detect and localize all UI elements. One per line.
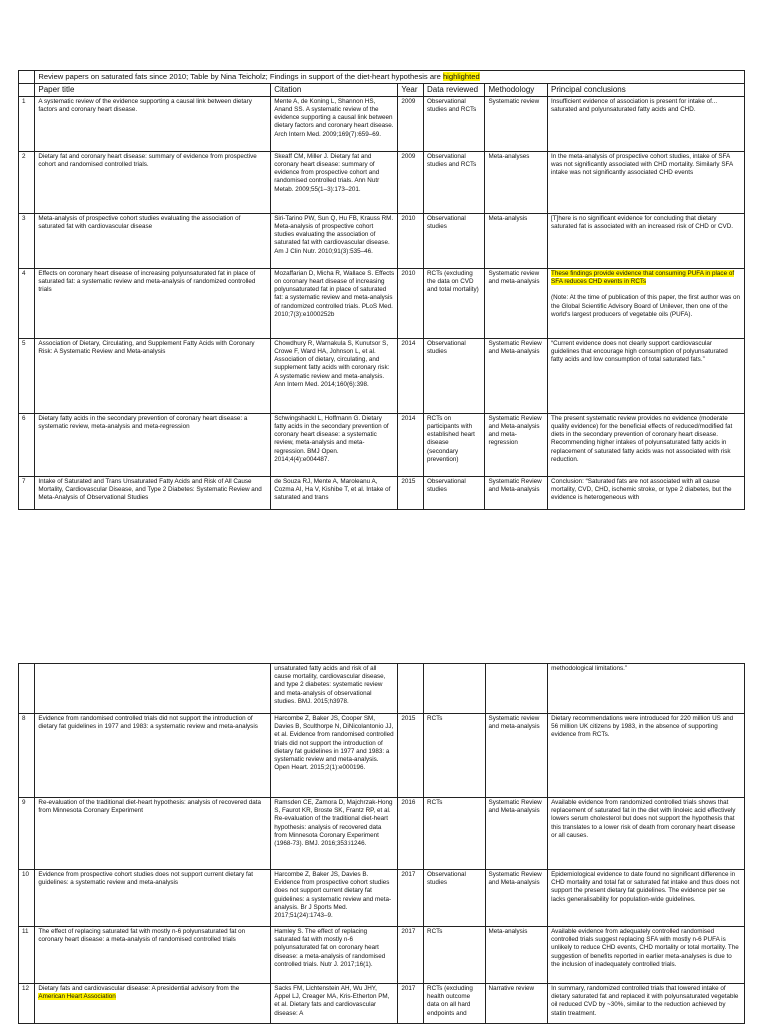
header-row (19, 84, 745, 97)
caption-highlight: highlighted (442, 72, 480, 81)
table-caption-row (19, 71, 745, 84)
data-reviewed (424, 664, 486, 714)
methodology: Meta-analysis (485, 213, 548, 268)
row-number: 12 (19, 984, 35, 1024)
paper-title (35, 664, 271, 714)
conclusion-text: “Current evidence does not clearly support cardiovascular guidelines that encourage high consumption of polyunsaturated fatty acids and low consumption of total saturated fats.” (551, 339, 728, 364)
row-number: 5 (19, 338, 35, 413)
citation: Chowdhury R, Warnakula S, Kunutsor S, Crowe F, Ward HA, Johnson L, et al. Association of dietary, circulating, and supplement fatty acids with coronary risk: A systematic review and meta-analysis. Ann Intern Med. 2014;160(6):398. (271, 338, 398, 413)
row-number: 6 (19, 413, 35, 476)
row-number: 8 (19, 714, 35, 798)
methodology: Narrative review (485, 984, 548, 1024)
principal-conclusion (548, 268, 745, 338)
methodology: Systematic Review and Meta-analysis (485, 798, 548, 870)
paper-title: The effect of replacing saturated fat with mostly n-6 polyunsaturated fat on coronary heart disease: a meta-analysis of randomised controlled trials (35, 927, 271, 984)
paper-title: Dietary fatty acids in the secondary prevention of coronary heart disease: a systematic review, meta-analysis and meta-regression (35, 413, 271, 476)
data-reviewed: RCTs (424, 798, 486, 870)
principal-conclusion (548, 870, 745, 927)
methodology: Systematic review and meta-analysis (485, 268, 548, 338)
header-paper-title: Paper title (35, 84, 271, 97)
citation: de Souza RJ, Mente A, Maroleanu A, Cozma AI, Ha V, Kishibe T, et al. Intake of saturated and trans (271, 476, 398, 509)
methodology: Systematic review (485, 96, 548, 151)
row-number: 7 (19, 476, 35, 509)
paper-title: Evidence from prospective cohort studies does not support current dietary fat guidelines: a systematic review and meta-analysis (35, 870, 271, 927)
review-table-page-2 (18, 663, 745, 1024)
year: 2009 (398, 151, 424, 213)
table-row (19, 927, 745, 984)
data-reviewed: Observational studies and RCTs (423, 96, 485, 151)
methodology: Systematic Review and Meta-analysis (485, 870, 548, 927)
review-table-page-1 (18, 70, 745, 510)
methodology (485, 664, 548, 714)
principal-conclusion (548, 413, 745, 476)
year (398, 664, 424, 714)
table-row (19, 413, 745, 476)
table-row (19, 664, 745, 714)
paper-title-highlight: American Heart Association (38, 993, 116, 1001)
row-number (19, 664, 35, 714)
methodology: Systematic review and meta-analysis (485, 714, 548, 798)
year: 2017 (398, 984, 424, 1024)
data-reviewed: RCTs (424, 927, 486, 984)
citation: Mozaffarian D, Micha R, Wallace S. Effects on coronary heart disease of increasing polyunsaturated fat in place of saturated fat: a systematic review and meta-analysis of randomized controlled trials. PLoS Med. 2010;7(3):e1000252b (271, 268, 398, 338)
year: 2014 (398, 338, 424, 413)
conclusion-text: Conclusion: “Saturated fats are not associated with all cause mortality, CVD, CHD, ischemic stroke, or type 2 diabetes, but the evidence is heterogeneous with (551, 477, 732, 502)
methodology: Meta-analysis (485, 927, 548, 984)
data-reviewed: RCTs on participants with established heart disease (secondary prevention) (423, 413, 485, 476)
table-row (19, 338, 745, 413)
row-number: 1 (19, 96, 35, 151)
methodology: Meta-analyses (485, 151, 548, 213)
paper-title: Evidence from randomised controlled trials did not support the introduction of dietary fat guidelines in 1977 and 1983: a systematic review and meta-analysis (35, 714, 271, 798)
conclusion-text: In the meta-analysis of prospective cohort studies, intake of SFA was not significantly associated with CHD mortality. Similarly SFA intake was not significantly associated CHD events (551, 152, 733, 177)
citation: Siri-Tarino PW, Sun Q, Hu FB, Krauss RM. Meta-analysis of prospective cohort studies evaluating the association of saturated fat with cardiovascular disease. Am J Clin Nutr. 2010;91(3):535–46. (271, 213, 398, 268)
citation: Hamley S. The effect of replacing saturated fat with mostly n-6 polyunsaturated fat on coronary heart disease: a meta-analysis of randomised controlled trials. Nutr J. 2017;16(1). (271, 927, 398, 984)
header-data-reviewed: Data reviewed (423, 84, 485, 97)
data-reviewed: Observational studies (423, 338, 485, 413)
conclusion-text: In summary, randomized controlled trials that lowered intake of dietary saturated fat and replaced it with polyunsaturated vegetable oil reduced CVD by ~30%, similar to the reduction achieved by statin treatment. (551, 985, 739, 1017)
table-row (19, 984, 745, 1024)
row-number: 9 (19, 798, 35, 870)
data-reviewed: Observational studies (424, 870, 486, 927)
table-row (19, 213, 745, 268)
conclusion-text: Available evidence from adequately controlled randomised controlled trials suggest replacing SFA with mostly n-6 PUFA is unlikely to reduce CHD events, CHD mortality or total mortality. The suggestion of benefits reported in earlier meta-analyses is due to the inclusion of inadequately controlled trials. (551, 928, 739, 968)
data-reviewed: Observational studies (423, 476, 485, 509)
row-number: 10 (19, 870, 35, 927)
citation: Schwingshackl L, Hoffmann G. Dietary fatty acids in the secondary prevention of coronary heart disease: a systematic review, meta-analysis and meta-regression. BMJ Open. 2014;4(4):e004487. (271, 413, 398, 476)
year: 2010 (398, 268, 424, 338)
header-methodology: Methodology (485, 84, 548, 97)
conclusion-note: (Note: At the time of publication of this paper, the first author was on the Global Scientific Advisory Board of Unilever, then one of the world's largest producers of vegetable oils (PUFA). (551, 294, 741, 318)
table-row (19, 96, 745, 151)
citation: Harcombe Z, Baker JS, Davies B. Evidence from prospective cohort studies does not support current dietary fat guidelines: a systematic review and meta-analysis. Br J Sports Med. 2017;51(24):1743–9. (271, 870, 398, 927)
citation: Skeaff CM, Miller J. Dietary fat and coronary heart disease: summary of evidence from prospective cohort and randomised controlled trials. Ann Nutr Metab. 2009;55(1–3):173–201. (271, 151, 398, 213)
paper-title: Association of Dietary, Circulating, and Supplement Fatty Acids with Coronary Risk: A Systematic Review and Meta-analysis (35, 338, 271, 413)
row-number: 11 (19, 927, 35, 984)
table-row (19, 714, 745, 798)
header-citation: Citation (271, 84, 398, 97)
principal-conclusion (548, 984, 745, 1024)
paper-title-text: Dietary fats and cardiovascular disease: A presidential advisory from the (38, 985, 240, 992)
year: 2017 (398, 927, 424, 984)
caption-text: Review papers on saturated fats since 2010; Table by Nina Teicholz; Findings in support of the diet-heart hypothesis are (38, 72, 443, 81)
paper-title: Meta-analysis of prospective cohort studies evaluating the association of saturated fat with cardiovascular disease (35, 213, 271, 268)
principal-conclusion (548, 664, 745, 714)
header-principal-conclusions: Principal conclusions (548, 84, 745, 97)
table-row (19, 476, 745, 509)
year: 2010 (398, 213, 424, 268)
citation: Mente A, de Koning L, Shannon HS, Anand SS. A systematic review of the evidence supporting a causal link between dietary factors and coronary heart disease. Arch Intern Med. 2009;169(7):659–69. (271, 96, 398, 151)
data-reviewed: RCTs (excluding the data on CVD and total mortality) (423, 268, 485, 338)
year: 2015 (398, 714, 424, 798)
conclusion-highlight: These findings provide evidence that consuming PUFA in place of SFA reduces CHD events in RCTs (551, 269, 735, 285)
conclusion-text: Available evidence from randomized controlled trials shows that replacement of saturated fat in the diet with linoleic acid effectively lowers serum cholesterol but does not support the hypothesis that this translates to a lower risk of death from coronary heart disease or all causes. (551, 799, 736, 839)
year: 2014 (398, 413, 424, 476)
paper-title: A systematic review of the evidence supporting a causal link between dietary factors and coronary heart disease. (35, 96, 271, 151)
citation: Harcombe Z, Baker JS, Cooper SM, Davies B, Sculthorpe N, DiNicolantonio JJ, et al. Evidence from randomised controlled trials did not support the introduction of dietary fat guidelines in 1977 and 1983: a systematic review and meta-analysis. Open Heart. 2015;2(1):e000196. (271, 714, 398, 798)
data-reviewed: RCTs (excluding health outcome data on all hard endpoints and (424, 984, 486, 1024)
citation: Ramsden CE, Zamora D, Majchrzak-Hong S, Faurot KR, Broste SK, Frantz RP, et al. Re-evaluation of the traditional diet-heart hypothesis: analysis of recovered data from Minnesota Coronary Experiment (1968-73). BMJ. 2016;353:i1246. (271, 798, 398, 870)
paper-title (35, 984, 271, 1024)
year: 2016 (398, 798, 424, 870)
paper-title: Re-evaluation of the traditional diet-heart hypothesis: analysis of recovered data from Minnesota Coronary Experiment (35, 798, 271, 870)
methodology: Systematic Review and Meta-analysis (485, 338, 548, 413)
row-number: 4 (19, 268, 35, 338)
table-caption (35, 71, 745, 84)
principal-conclusion (548, 927, 745, 984)
principal-conclusion (548, 151, 745, 213)
row-number: 2 (19, 151, 35, 213)
data-reviewed: Observational studies (423, 213, 485, 268)
methodology: Systematic Review and Meta-analysis and meta-regression (485, 413, 548, 476)
header-year: Year (398, 84, 424, 97)
year: 2009 (398, 96, 424, 151)
citation: Sacks FM, Lichtenstein AH, Wu JHY, Appel LJ, Creager MA, Kris-Etherton PM, et al. Dietary fats and cardiovascular disease: A (271, 984, 398, 1024)
principal-conclusion (548, 714, 745, 798)
conclusion-text: Insufficient evidence of association is present for intake of... saturated and polyunsaturated fatty acids and CHD. (551, 97, 718, 113)
principal-conclusion (548, 798, 745, 870)
paper-title: Effects on coronary heart disease of increasing polyunsaturated fat in place of saturated fat: a systematic review and meta-analysis of randomized controlled trials (35, 268, 271, 338)
conclusion-text: [T]here is no significant evidence for concluding that dietary saturated fat is associated with an increased risk of CHD or CVD. (551, 214, 734, 230)
principal-conclusion (548, 338, 745, 413)
conclusion-text: The present systematic review provides no evidence (moderate quality evidence) for the beneficial effects of reduced/modified fat diets in the secondary prevention of coronary heart disease. Recommending higher intakes of polyunsaturated fatty acids in replacement of saturated fatty acids was not associated with risk reduction. (551, 414, 733, 463)
methodology: Systematic Review and Meta-analysis (485, 476, 548, 509)
year: 2015 (398, 476, 424, 509)
year: 2017 (398, 870, 424, 927)
row-number: 3 (19, 213, 35, 268)
conclusion-text: Epidemiological evidence to date found no significant difference in CHD mortality and total fat or saturated fat intake and thus does not support the present dietary fat guidelines. The evidence per se lacks generalisability for population-wide guidelines. (551, 871, 740, 903)
conclusion-text: methodological limitations.” (551, 665, 628, 672)
paper-title: Intake of Saturated and Trans Unsaturated Fatty Acids and Risk of All Cause Mortality, Cardiovascular Disease, and Type 2 Diabetes: Systematic Review and Meta-Analysis of Observational Studies (35, 476, 271, 509)
data-reviewed: RCTs (424, 714, 486, 798)
conclusion-text: Dietary recommendations were introduced for 220 million US and 56 million UK citizens by 1983, in the absence of supporting evidence from RCTs. (551, 715, 734, 739)
table-row (19, 870, 745, 927)
principal-conclusion (548, 476, 745, 509)
table-row (19, 798, 745, 870)
paper-title: Dietary fat and coronary heart disease: summary of evidence from prospective cohort and randomised controlled trials. (35, 151, 271, 213)
table-row (19, 268, 745, 338)
table-row (19, 151, 745, 213)
principal-conclusion (548, 213, 745, 268)
citation: unsaturated fatty acids and risk of all cause mortality, cardiovascular disease, and type 2 diabetes: systematic review and meta-analysis of observational studies. BMJ. 2015;h3978. (271, 664, 398, 714)
data-reviewed: Observational studies and RCTs (423, 151, 485, 213)
principal-conclusion (548, 96, 745, 151)
